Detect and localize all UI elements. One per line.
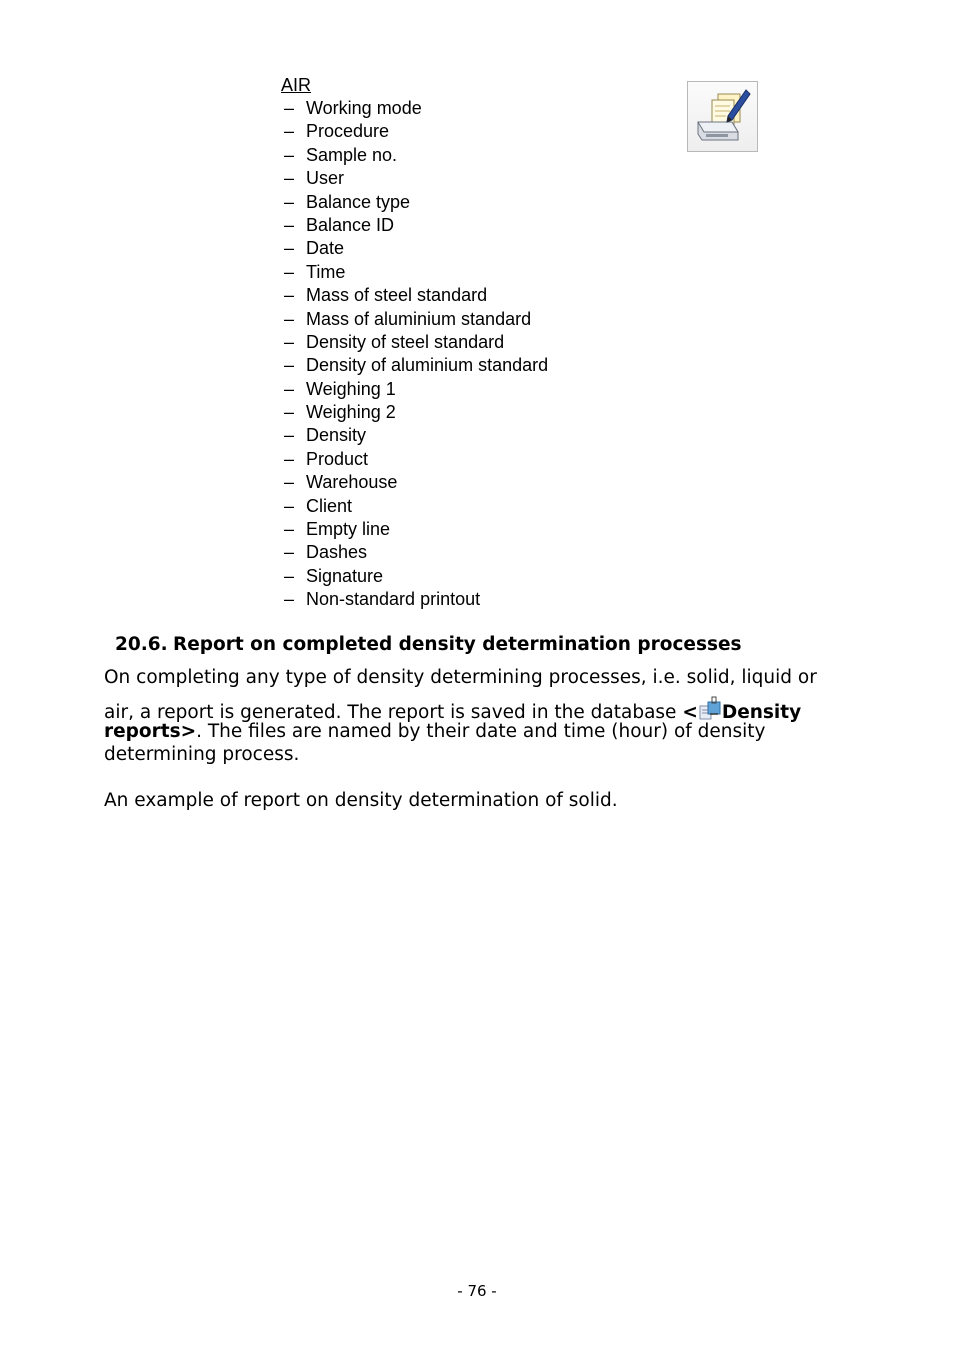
air-list-item [281,471,701,494]
air-list-item [281,448,701,471]
list-dash: – [284,285,295,306]
paragraph-line: On completing any type of density determining processes, i.e. solid, liquid or [104,667,817,688]
air-list-item [281,261,701,284]
list-item-label: Procedure [306,121,390,142]
air-list-item [281,331,701,354]
list-item-label: Time [306,261,346,282]
list-item-label: Dashes [306,542,368,563]
air-list-item [281,518,701,541]
list-dash: – [284,542,295,563]
paragraph-text: . The files are named by their date and time (hour) of density [196,720,766,742]
list-item-label: User [306,168,345,189]
list-dash: – [284,121,295,142]
list-item-label: Mass of steel standard [306,285,488,306]
list-dash: – [284,191,295,212]
air-settings-block [281,74,701,612]
list-item-label: Signature [306,565,384,586]
list-item-label: Date [306,238,345,259]
paragraph-line [104,720,864,744]
air-list-item [281,167,701,190]
list-dash: – [284,261,295,282]
list-item-label: Empty line [306,519,391,540]
db-name-cont: reports> [104,720,197,742]
air-list-item [281,97,701,120]
paragraph-line [104,696,864,723]
list-item-label: Density of aluminium standard [306,355,549,376]
list-dash: – [284,472,295,493]
section-heading [115,634,742,655]
list-item-label: Weighing 2 [306,402,396,423]
list-item-label: Mass of aluminium standard [306,308,532,329]
list-dash: – [284,378,295,399]
list-item-label: Warehouse [306,472,398,493]
air-list-item [281,495,701,518]
list-item-label: Balance ID [306,214,395,235]
paragraph-line: determining process. [104,744,300,765]
air-list-item [281,541,701,564]
section-number: 20.6. [115,634,168,655]
list-dash: – [284,448,295,469]
list-item-label: Client [306,495,353,516]
list-dash: – [284,425,295,446]
air-list-item [281,354,701,377]
list-dash: – [284,308,295,329]
db-open-bracket: < [682,702,698,723]
paragraph-example [104,789,864,813]
paragraph-report-info [104,666,864,767]
page-number: - 76 - [457,1282,497,1300]
air-list-item [281,191,701,214]
list-item-label: Weighing 1 [306,378,396,399]
section-title: Report on completed density determination processes [173,634,742,655]
air-list-item [281,214,701,237]
air-list-item [281,401,701,424]
air-title: AIR [281,75,312,95]
list-dash: – [284,402,295,423]
list-dash: – [284,168,295,189]
list-dash: – [284,565,295,586]
air-list-item [281,120,701,143]
air-list-item [281,378,701,401]
list-item-label: Working mode [306,98,422,118]
air-list-item [281,588,701,611]
list-dash: – [284,144,295,165]
paragraph-text: air, a report is generated. The report is saved in the database [104,702,683,723]
list-item-label: Sample no. [306,144,398,165]
air-list-item [281,144,701,167]
air-item-list [281,97,701,612]
air-list-item [281,308,701,331]
list-dash: – [284,331,295,352]
list-dash: – [284,495,295,516]
list-item-label: Balance type [306,191,411,212]
paragraph-line: An example of report on density determination of solid. [104,790,618,811]
air-list-item [281,565,701,588]
list-dash: – [284,589,295,610]
list-item-label: Non-standard printout [306,589,481,610]
air-list-item [281,424,701,447]
list-dash: – [284,519,295,540]
printout-settings-icon [687,81,758,152]
list-dash: – [284,98,295,118]
density-reports-icon [699,696,721,720]
list-item-label: Product [306,448,369,469]
list-dash: – [284,238,295,259]
list-dash: – [284,214,295,235]
list-item-label: Density [306,425,367,446]
air-list-item [281,237,701,260]
list-item-label: Density of steel standard [306,331,505,352]
air-list-item [281,284,701,307]
db-name: Density [721,702,802,723]
list-dash: – [284,355,295,376]
